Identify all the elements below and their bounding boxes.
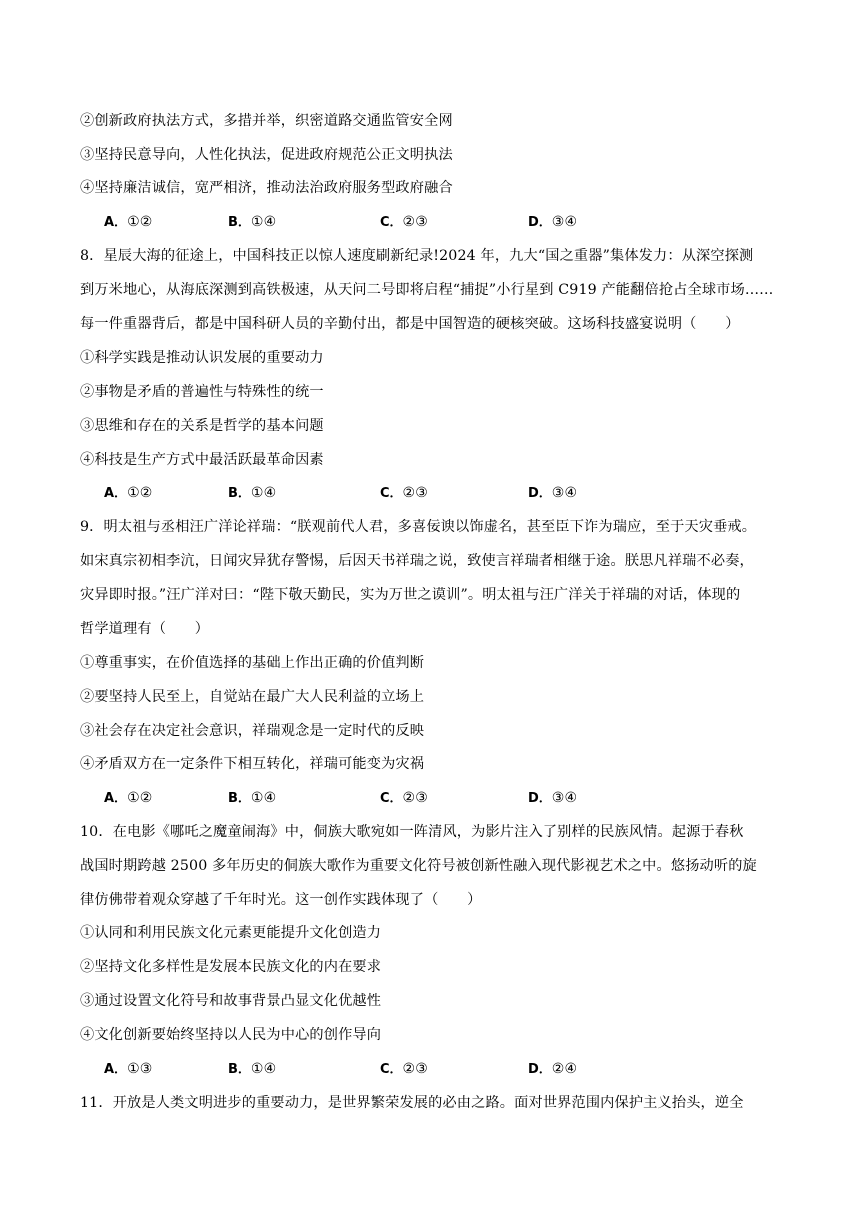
q9-item-1: ①尊重事实，在价值选择的基础上作出正确的价值判断	[80, 655, 425, 671]
q9-options	[80, 788, 780, 808]
q8-stem-line-3: 每一件重器背后，都是中国科研人员的辛勤付出，都是中国智造的硬核突破。这场科技盛宴说明（ ）	[80, 316, 740, 332]
q9-stem-line-4: 哲学道理有（ ）	[80, 621, 210, 637]
q10-item-1: ①认同和利用民族文化元素更能提升文化创造力	[80, 925, 382, 941]
q7-options	[80, 212, 780, 232]
q7-option-a: A．①②	[104, 214, 153, 230]
q8-stem-line-1: 8．星辰大海的征途上，中国科技正以惊人速度刷新纪录!2024 年，九大“国之重器”集体发力：从深空探测	[80, 248, 754, 264]
q7-option-b: B．①④	[228, 214, 277, 230]
q8-option-a: A．①②	[104, 485, 153, 501]
q8-stem-line-2: 到万米地心，从海底深测到高铁极速，从天问二号即将启程“捕捉”小行星到 C919 产能翻倍抢占全球市场……	[80, 282, 774, 298]
q8-option-c: C．②③	[380, 485, 428, 501]
q10-option-c: C．②③	[380, 1061, 428, 1077]
q10-options	[80, 1059, 780, 1079]
q10-stem-line-1: 10．在电影《哪吒之魔童闹海》中，侗族大歌宛如一阵清风，为影片注入了别样的民族风情。起源于春秋	[80, 824, 744, 840]
q10-stem-line-3: 律仿佛带着观众穿越了千年时光。这一创作实践体现了（ ）	[80, 892, 482, 908]
q9-option-d: D．③④	[528, 790, 578, 806]
q8-item-2: ②事物是矛盾的普遍性与特殊性的统一	[80, 384, 324, 400]
q9-stem-line-3: 灾异即时报。”汪广洋对曰：“陛下敬天勤民，实为万世之谟训”。明太祖与汪广洋关于祥瑞的对话，体现的	[80, 587, 741, 603]
q9-option-a: A．①②	[104, 790, 153, 806]
q10-option-a: A．①③	[104, 1061, 153, 1077]
q8-options	[80, 483, 780, 503]
q10-item-2: ②坚持文化多样性是发展本民族文化的内在要求	[80, 959, 382, 975]
q9-stem-line-2: 如宋真宗初相李沆，日闻灾异犹存警惕，后因天书祥瑞之说，致使言祥瑞者相继于途。朕思凡祥瑞不必奏，	[80, 553, 754, 569]
q10-option-d: D．②④	[528, 1061, 578, 1077]
q10-item-3: ③通过设置文化符号和故事背景凸显文化优越性	[80, 993, 382, 1009]
q9-option-b: B．①④	[228, 790, 277, 806]
q9-item-2: ②要坚持人民至上，自觉站在最广大人民利益的立场上	[80, 689, 425, 705]
q7-option-c: C．②③	[380, 214, 428, 230]
q8-item-4: ④科技是生产方式中最活跃最革命因素	[80, 452, 324, 468]
q8-item-1: ①科学实践是推动认识发展的重要动力	[80, 350, 324, 366]
q10-option-b: B．①④	[228, 1061, 277, 1077]
q9-stem-line-1: 9．明太祖与丞相汪广洋论祥瑞：“朕观前代人君，多喜佞谀以饰虚名，甚至臣下诈为瑞应，至于天灾垂戒。	[80, 519, 757, 535]
q10-item-4: ④文化创新要始终坚持以人民为中心的创作导向	[80, 1027, 382, 1043]
q8-option-b: B．①④	[228, 485, 277, 501]
q7-option-d: D．③④	[528, 214, 578, 230]
q8-item-3: ③思维和存在的关系是哲学的基本问题	[80, 418, 324, 434]
q9-option-c: C．②③	[380, 790, 428, 806]
q7-item-2: ②创新政府执法方式，多措并举，织密道路交通监管安全网	[80, 113, 453, 129]
q8-option-d: D．③④	[528, 485, 578, 501]
q9-item-3: ③社会存在决定社会意识，祥瑞观念是一定时代的反映	[80, 723, 425, 739]
q9-item-4: ④矛盾双方在一定条件下相互转化，祥瑞可能变为灾祸	[80, 756, 425, 772]
q7-item-4: ④坚持廉洁诚信，宽严相济，推动法治政府服务型政府融合	[80, 180, 453, 196]
q10-stem-line-2: 战国时期跨越 2500 多年历史的侗族大歌作为重要文化符号被创新性融入现代影视艺术之中。悠扬动听的旋	[80, 858, 757, 874]
q11-stem-line-1: 11．开放是人类文明进步的重要动力，是世界繁荣发展的必由之路。面对世界范围内保护主义抬头，逆全	[80, 1095, 744, 1111]
q7-item-3: ③坚持民意导向，人性化执法，促进政府规范公正文明执法	[80, 147, 453, 163]
